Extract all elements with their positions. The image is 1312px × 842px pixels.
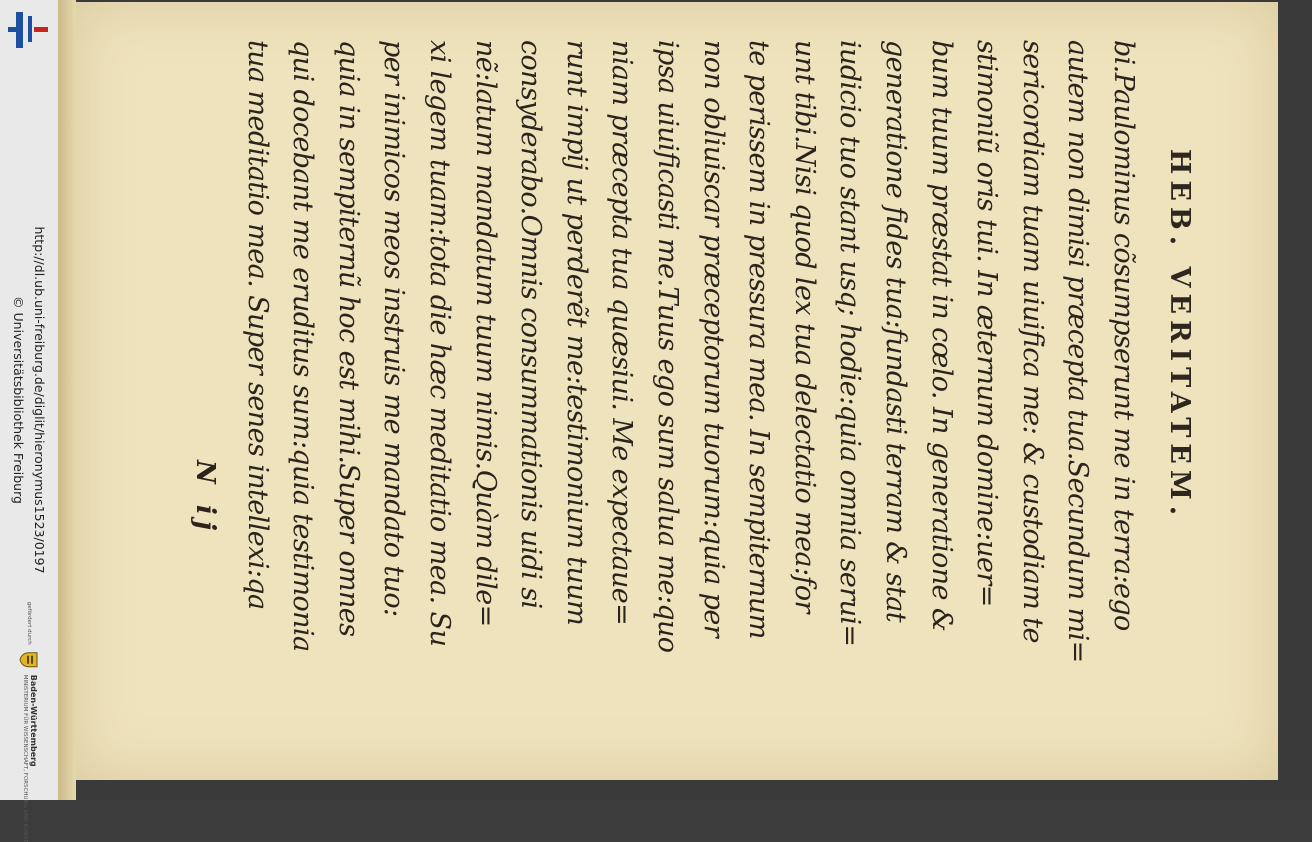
funding-state: Baden-Württemberg [29,674,38,767]
text-line: niam præcepta tua quæsiui. Me expectaue= [606,40,638,626]
text-line: generatione fides tua:fundasti terram & stat [880,40,912,622]
text-line: bum tuum præstat in cœlo. In generatione & [925,40,957,632]
source-info [8,226,50,573]
text-line: nẽ:latum mandatum tuum nimis.Quàm dile= [469,40,501,627]
state-crest-icon [19,651,39,669]
text-line: iudicio tuo stant usq; hodie:quia omnia serui= [834,40,866,647]
page-gutter [58,0,76,800]
text-line: stimoniũ oris tui. In æternum domine:uer= [971,40,1003,607]
library-logo-icon [6,10,50,50]
permalink-url[interactable]: http://dl.ub.uni-freiburg.de/diglit/hieronymus1523/0197 [32,226,47,574]
text-line: consyderabo.Omnis consummationis uidi si [515,40,547,609]
text-line: tua meditatio mea. Super senes intellexi:qa [241,40,273,610]
copyright-notice: © Universitätsbibliothek Freiburg [11,296,26,504]
funding-badge [19,602,39,842]
funding-ministry: MINISTERIUM FÜR WISSENSCHAFT, FORSCHUNG UND KUNST [22,674,28,842]
page-content [190,40,1195,663]
text-line: sericordiam tuam uiuifica me: & custodiam te [1016,40,1048,643]
text-line: bi.Paulominus cõsumpserunt me in terra:ego [1108,40,1139,631]
running-head: HEB. VERITATEM. [1164,148,1195,522]
text-line: per inimicos meos instruis me mandato tuo: [378,40,410,617]
viewer-sidebar [0,0,59,842]
text-line: non obliuiscar præceptorum tuorum:quia per [697,40,729,638]
signature-mark: N ij [190,460,221,537]
text-line: quia in sempiternũ hoc est mihi.Super omnes [332,40,364,637]
text-line: xi legem tuam:tota die hæc meditatio mea. Su [424,40,456,647]
text-line: runt impij ut perderẽt me:testimonium tuum [560,40,592,626]
text-line: qui docebant me eruditus sum:quia testimonia [287,40,319,652]
text-line: te perissem in pressura mea. In sempiternum [743,40,775,639]
text-line: ipsa uiuificasti me.Tuus ego sum salua me:quo [652,40,684,653]
text-line: autem non dimisi præcepta tua.Secundum mi= [1062,40,1094,663]
funding-label: gefördert durch [26,601,33,645]
text-line: unt tibi.Nisi quod lex tua delectatio mea:for [788,40,820,613]
